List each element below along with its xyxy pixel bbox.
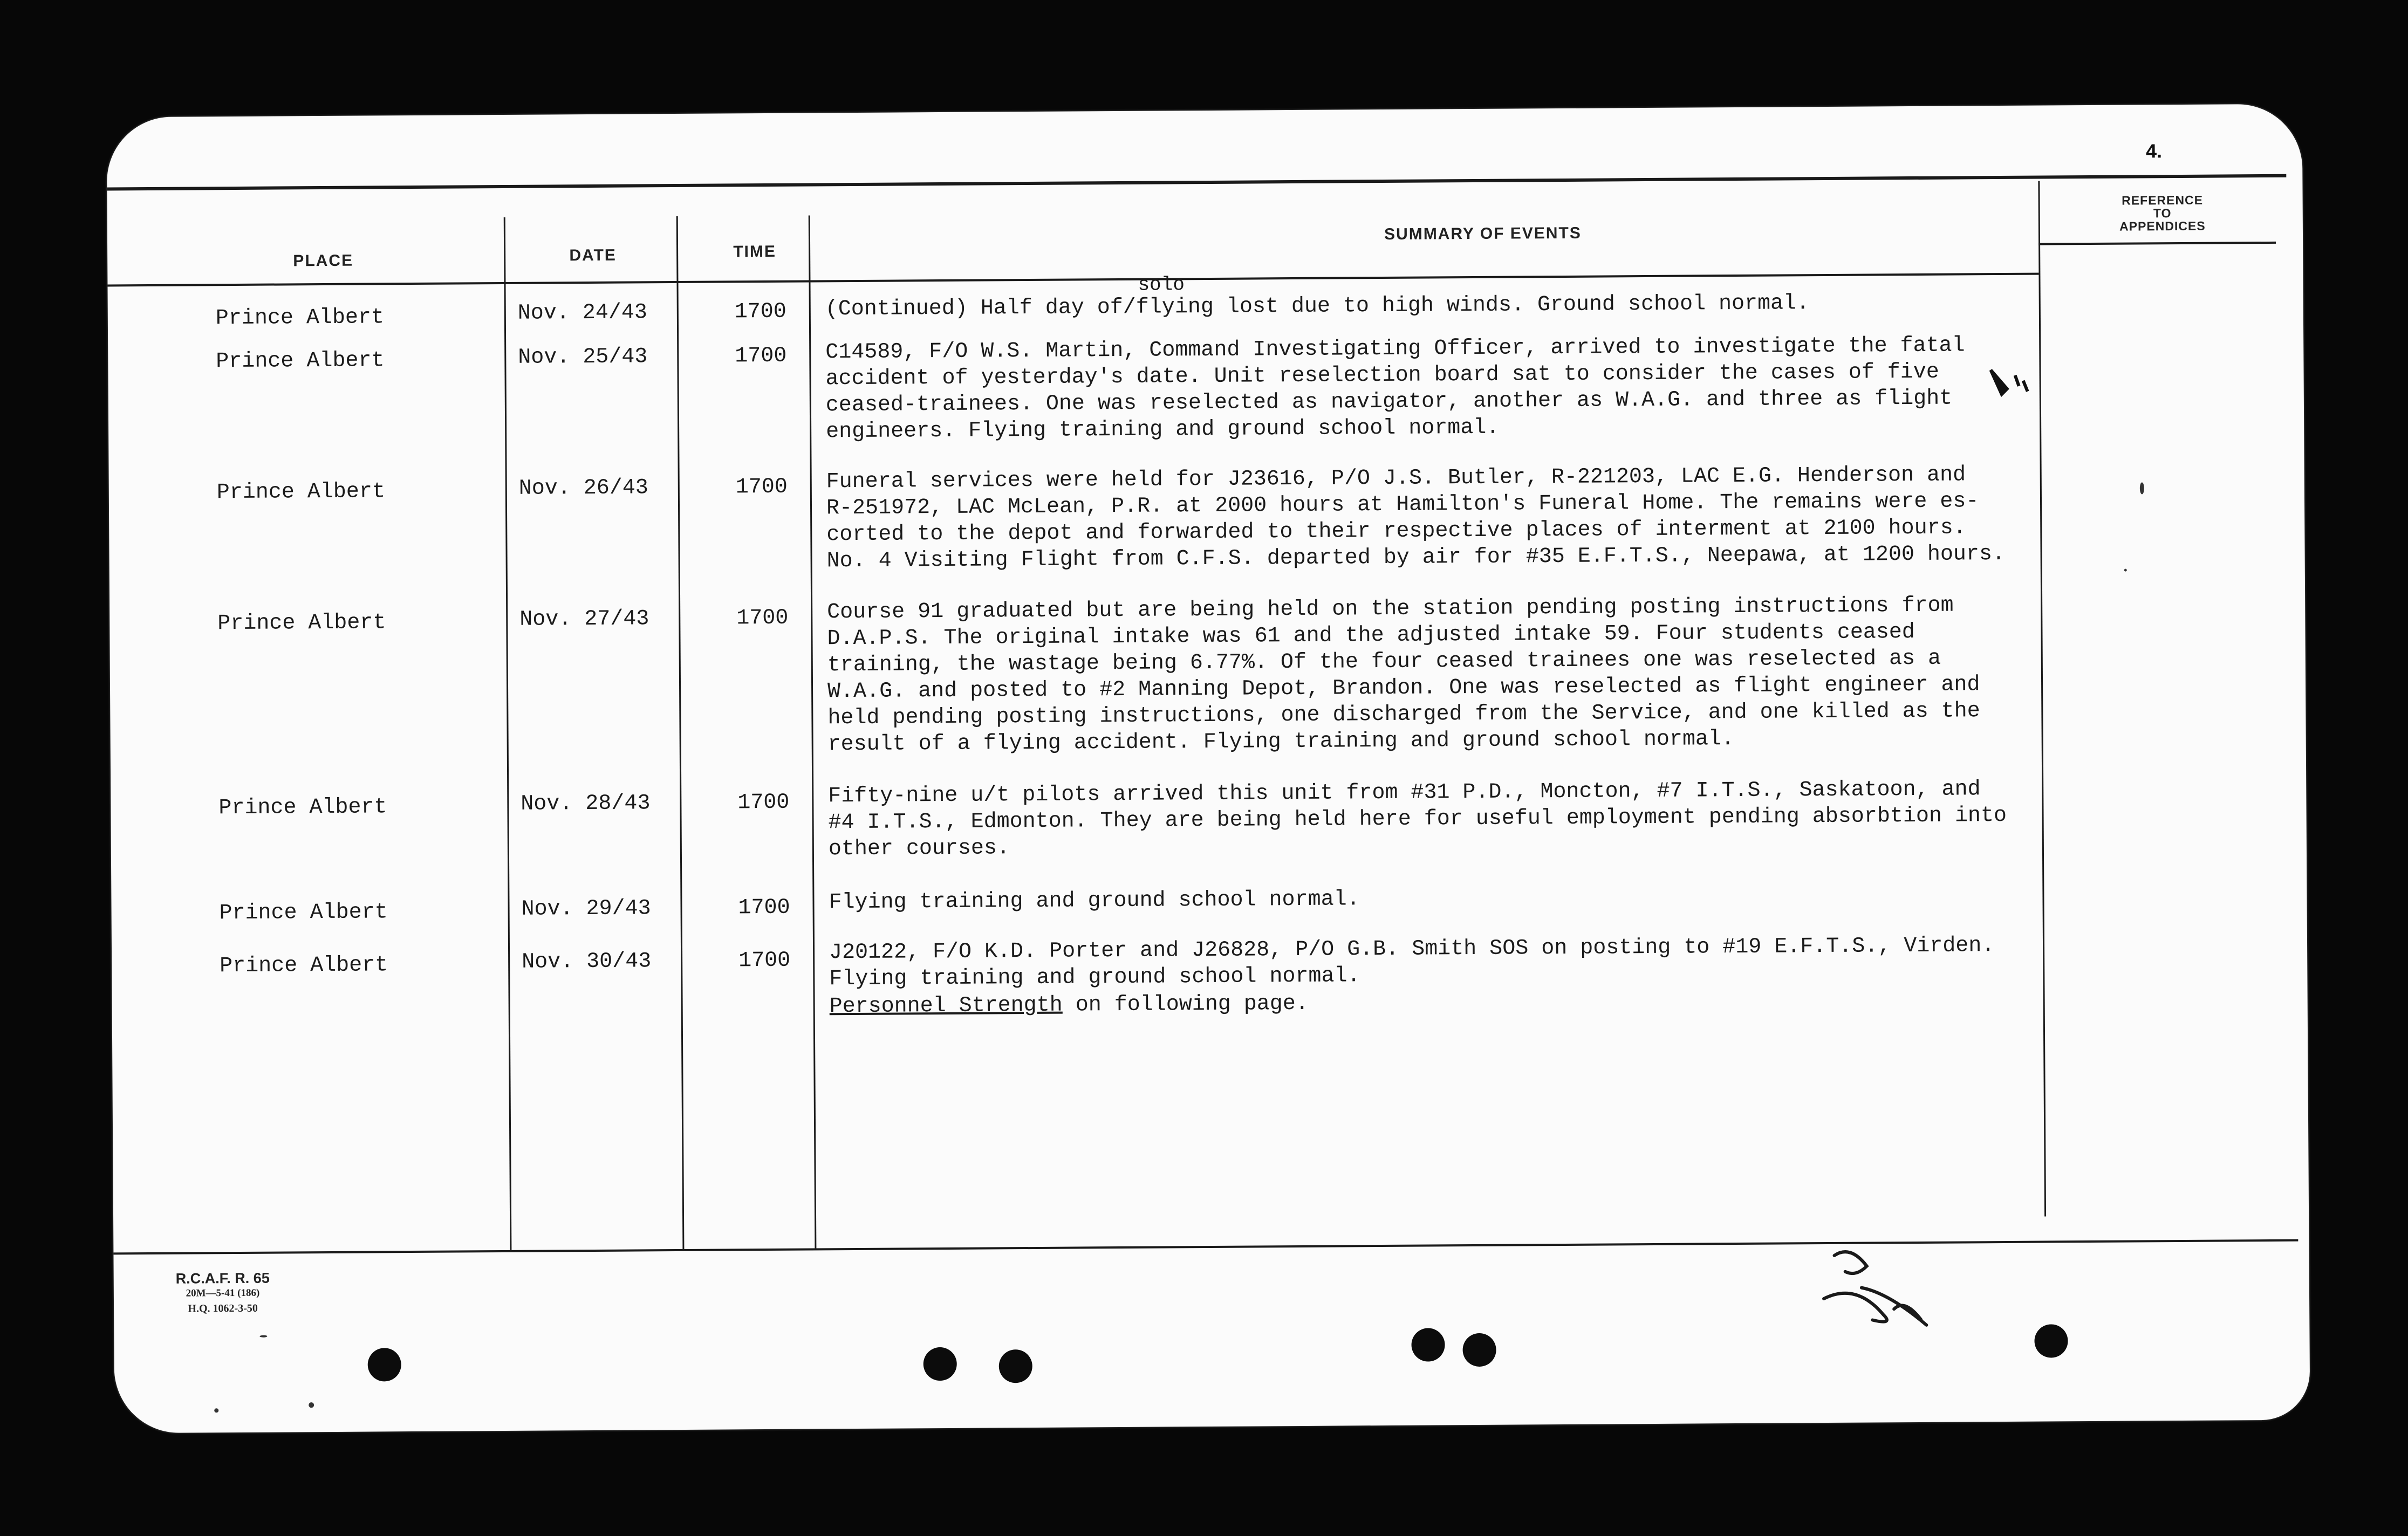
entry-time: 1700 bbox=[738, 895, 790, 921]
summary-line: J20122, F/O K.D. Porter and J26828, P/O G.B. Smith SOS on posting to #19 E.F.T.S., Virden. bbox=[829, 934, 1995, 965]
entry-place: Prince Albert bbox=[219, 900, 388, 926]
summary-line: #4 I.T.S., Edmonton. They are being held here for useful employment pending absorbtion into bbox=[828, 803, 2007, 835]
summary-line: training, the wastage being 6.77%. Of the four ceased trainees one was reselected as a bbox=[827, 646, 1941, 678]
footer-rule bbox=[113, 1239, 2298, 1255]
closing-underlined: Personnel Strength bbox=[829, 993, 1063, 1019]
summary-line: Course 91 graduated but are being held on the station pending posting instructions from bbox=[827, 593, 1954, 625]
entry-summary bbox=[826, 461, 2143, 574]
header-bottom-rule bbox=[107, 273, 2038, 287]
entry-summary bbox=[825, 331, 2142, 445]
column-divider-date-time bbox=[676, 216, 685, 1249]
entry-date: Nov. 30/43 bbox=[522, 949, 652, 975]
summary-line: other courses. bbox=[828, 836, 1010, 862]
closing-rest: on following page. bbox=[1062, 991, 1309, 1018]
header-place: PLACE bbox=[293, 251, 354, 270]
punch-hole bbox=[1462, 1333, 1496, 1367]
summary-line: result of a flying accident. Flying training and ground school normal. bbox=[827, 727, 1735, 757]
entry-summary bbox=[825, 288, 2142, 323]
handwritten-insertion: solo bbox=[1138, 273, 1185, 296]
entry-place: Prince Albert bbox=[220, 953, 388, 979]
ink-speck bbox=[214, 1408, 218, 1412]
entry-place: Prince Albert bbox=[216, 479, 386, 505]
entry-time: 1700 bbox=[737, 790, 790, 815]
summary-line: Funeral services were held for J23616, P/O J.S. Butler, R-221203, LAC E.G. Henderson and bbox=[826, 463, 1966, 495]
header-date: DATE bbox=[569, 246, 617, 265]
header-reference-line1: REFERENCE bbox=[2122, 193, 2204, 208]
summary-line: ceased-trainees. One was reselected as navigator, another as W.A.G. and three as flight bbox=[825, 386, 1953, 418]
entry-date: Nov. 28/43 bbox=[521, 791, 651, 817]
entry-summary bbox=[828, 775, 2145, 862]
entry-date: Nov. 24/43 bbox=[517, 300, 647, 326]
ink-speck bbox=[309, 1402, 314, 1408]
entry-summary bbox=[829, 931, 2146, 992]
ink-speck bbox=[259, 1335, 267, 1338]
form-line1: R.C.A.F. R. 65 bbox=[175, 1270, 270, 1287]
column-divider-place-date bbox=[504, 217, 512, 1250]
summary-line: No. 4 Visiting Flight from C.F.S. departed by air for #35 E.F.T.S., Neepawa, at 1200 hours. bbox=[826, 541, 2006, 574]
header-top-rule bbox=[107, 174, 2286, 191]
summary-line: Fifty-nine u/t pilots arrived this unit from #31 P.D., Moncton, #7 I.T.S., Saskatoon, and bbox=[828, 777, 1981, 809]
form-number-block bbox=[176, 1271, 270, 1316]
header-reference-line3: APPENDICES bbox=[2119, 218, 2206, 234]
header-reference bbox=[2049, 193, 2276, 234]
entry-place: Prince Albert bbox=[217, 611, 386, 636]
punch-hole bbox=[368, 1348, 401, 1381]
entry-time: 1700 bbox=[735, 475, 788, 500]
summary-line: R-251972, LAC McLean, P.R. at 2000 hours at Hamilton's Funeral Home. The remains were es- bbox=[826, 489, 1979, 521]
column-divider-time-summary bbox=[809, 215, 817, 1248]
punch-hole bbox=[2034, 1324, 2068, 1357]
entry-place: Prince Albert bbox=[216, 348, 385, 374]
entry-time: 1700 bbox=[734, 299, 786, 325]
entry-date: Nov. 29/43 bbox=[521, 896, 651, 922]
handwritten-initials bbox=[1812, 1233, 1937, 1342]
summary-line: Flying training and ground school normal. bbox=[829, 887, 1360, 915]
document-card bbox=[107, 104, 2310, 1434]
summary-line: D.A.P.S. The original intake was 61 and the adjusted intake 59. Four students ceased bbox=[827, 620, 1915, 652]
header-summary: SUMMARY OF EVENTS bbox=[1384, 224, 1582, 243]
entry-place: Prince Albert bbox=[215, 305, 385, 331]
summary-line: held pending posting instructions, one discharged from the Service, and one killed as the bbox=[827, 699, 1980, 731]
summary-line: C14589, F/O W.S. Martin, Command Investigating Officer, arrived to investigate the fatal bbox=[825, 333, 1965, 365]
summary-line: engineers. Flying training and ground school normal. bbox=[826, 415, 1500, 444]
entry-date: Nov. 27/43 bbox=[519, 607, 649, 632]
punch-hole bbox=[923, 1347, 957, 1381]
header-time: TIME bbox=[733, 242, 777, 261]
entry-place: Prince Albert bbox=[218, 795, 387, 821]
entry-summary bbox=[829, 881, 2145, 916]
form-line2: 20M—5-41 (186) bbox=[186, 1287, 260, 1299]
page-number: 4. bbox=[2145, 140, 2163, 162]
summary-line: W.A.G. and posted to #2 Manning Depot, Brandon. One was reselected as flight engineer and bbox=[827, 673, 1980, 704]
punch-hole bbox=[999, 1349, 1032, 1383]
entry-time: 1700 bbox=[735, 344, 787, 369]
reference-header-rule bbox=[2038, 242, 2276, 245]
summary-line: (Continued) Half day of/flying lost due to high winds. Ground school normal. bbox=[825, 291, 1810, 322]
entry-summary bbox=[827, 591, 2144, 758]
entry-time: 1700 bbox=[738, 948, 791, 973]
summary-line: accident of yesterday's date. Unit reselection board sat to consider the cases of five bbox=[825, 360, 1940, 392]
entry-date: Nov. 25/43 bbox=[518, 345, 648, 370]
header-reference-line2: TO bbox=[2153, 206, 2172, 221]
summary-line: Flying training and ground school normal. bbox=[829, 964, 1360, 992]
punch-hole bbox=[1411, 1328, 1445, 1361]
ink-speck bbox=[2124, 569, 2127, 572]
ink-speck bbox=[2140, 482, 2144, 494]
entry-date: Nov. 26/43 bbox=[518, 476, 648, 501]
ink-mark bbox=[1985, 365, 2034, 408]
entry-time: 1700 bbox=[736, 606, 789, 631]
summary-line: corted to the depot and forwarded to their respective places of interment at 2100 hours. bbox=[826, 516, 1966, 547]
form-line3: H.Q. 1062-3-50 bbox=[188, 1302, 258, 1315]
